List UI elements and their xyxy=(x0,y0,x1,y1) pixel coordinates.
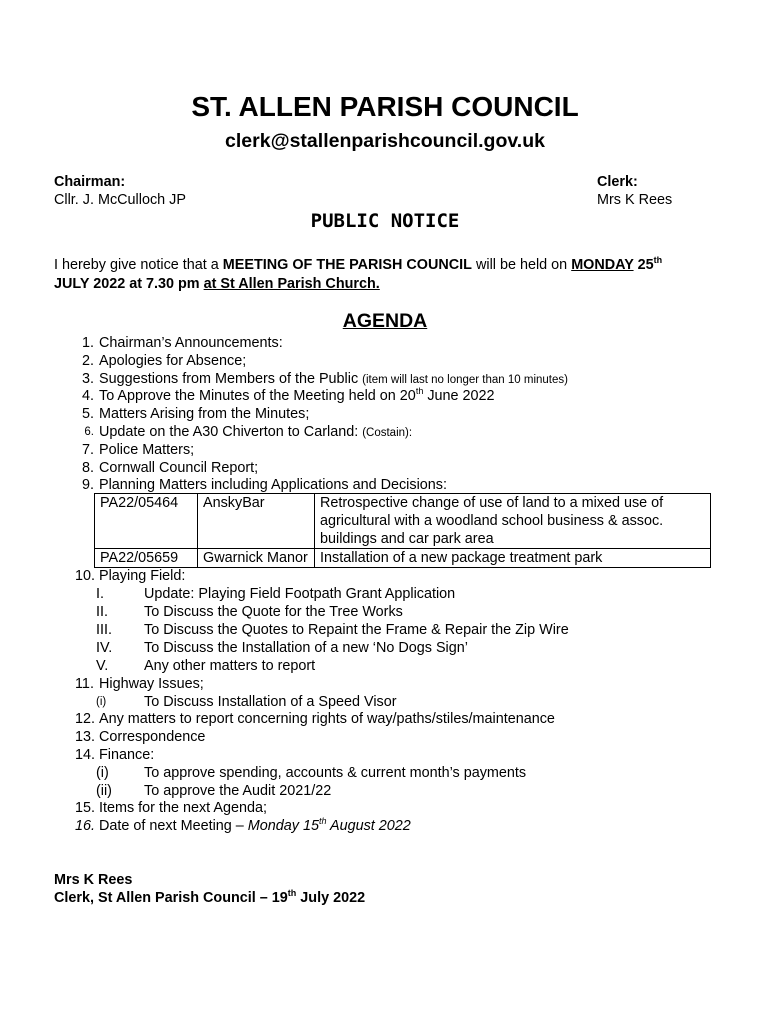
item-number: 15. xyxy=(75,800,96,816)
agenda-item: Finance: xyxy=(99,747,155,763)
agenda-item: Playing Field: xyxy=(99,568,186,584)
roman-numeral: (i) xyxy=(96,696,107,708)
roman-numeral: V. xyxy=(96,658,109,674)
roman-numeral: (ii) xyxy=(96,783,112,799)
item-number: 14. xyxy=(75,747,96,763)
planning-site: AnskyBar xyxy=(198,494,315,549)
planning-table xyxy=(94,493,711,568)
agenda-item: Correspondence xyxy=(99,729,206,745)
signatory-role xyxy=(54,890,365,906)
next-meeting-date xyxy=(248,818,411,834)
notice-held-on: will be held on xyxy=(471,257,572,273)
roman-numeral: (i) xyxy=(96,765,109,781)
agenda-item: Any matters to report concerning rights of way/paths/stiles/maintenance xyxy=(99,711,555,727)
sub-item: To Discuss the Quote for the Tree Works xyxy=(144,604,403,620)
sub-item: To Discuss the Quotes to Repaint the Frame & Repair the Zip Wire xyxy=(144,622,569,638)
sub-item: To Discuss the Installation of a new ‘No Dogs Sign’ xyxy=(144,640,468,656)
signatory-name: Mrs K Rees xyxy=(54,872,133,888)
council-email[interactable]: clerk@stallenparishcouncil.gov.uk xyxy=(225,130,545,152)
next-meeting-day: Monday 15 xyxy=(247,818,319,834)
item-number: 9. xyxy=(81,477,94,493)
item-number: 5. xyxy=(81,406,94,422)
agenda-item-text: Update on the A30 Chiverton to Carland: xyxy=(99,424,363,440)
item-number: 6. xyxy=(84,426,94,438)
sub-item: Any other matters to report xyxy=(144,658,316,674)
item-number: 11. xyxy=(75,676,94,692)
agenda-item: Chairman’s Announcements: xyxy=(99,335,283,351)
notice-intro: I hereby give notice that a xyxy=(54,257,223,273)
planning-ref: PA22/05464 xyxy=(95,494,198,549)
agenda-item-text: Suggestions from Members of the Public xyxy=(99,371,363,387)
clerk-label: Clerk: xyxy=(597,174,638,190)
notice-date-sup: th xyxy=(653,255,663,265)
notice-line-1 xyxy=(54,257,662,273)
agenda-item-after: June 2022 xyxy=(423,388,495,404)
agenda-item: Items for the next Agenda; xyxy=(99,800,267,816)
roman-numeral: I. xyxy=(96,586,104,602)
sub-item: To approve the Audit 2021/22 xyxy=(144,783,332,799)
signatory-date: July 2022 xyxy=(296,890,366,906)
planning-ref: PA22/05659 xyxy=(95,549,198,568)
notice-date-num: 25 xyxy=(637,257,654,273)
agenda-item xyxy=(99,424,412,440)
agenda-item: Cornwall Council Report; xyxy=(99,460,259,476)
agenda-item-sup: th xyxy=(415,386,424,396)
public-notice-heading: PUBLIC NOTICE xyxy=(310,210,460,232)
agenda-item: Matters Arising from the Minutes; xyxy=(99,406,310,422)
table-row xyxy=(95,549,711,568)
roman-numeral: III. xyxy=(96,622,112,638)
item-number: 3. xyxy=(81,371,94,387)
chairman-label: Chairman: xyxy=(54,174,126,190)
table-row xyxy=(95,494,711,549)
item-number: 8. xyxy=(81,460,94,476)
agenda-item-text: Date of next Meeting – xyxy=(99,818,248,834)
item-number: 1. xyxy=(81,335,94,351)
item-number: 7. xyxy=(81,442,94,458)
notice-line-2 xyxy=(54,276,380,292)
planning-desc: Installation of a new package treatment park xyxy=(315,549,711,568)
agenda-item-note: (item will last no longer than 10 minutes) xyxy=(362,374,568,386)
notice-day: MONDAY xyxy=(571,257,634,273)
roman-numeral: IV. xyxy=(96,640,113,656)
agenda-item: Highway Issues; xyxy=(99,676,204,692)
item-number: 2. xyxy=(81,353,94,369)
notice-month-time: JULY 2022 at 7.30 pm xyxy=(54,276,204,292)
next-meeting-sup: th xyxy=(319,816,327,826)
agenda-heading: AGENDA xyxy=(342,310,428,332)
item-number: 12. xyxy=(75,711,96,727)
agenda-item: Police Matters; xyxy=(99,442,195,458)
signatory-role-text: Clerk, St Allen Parish Council – 19 xyxy=(54,890,288,906)
next-meeting-after: August 2022 xyxy=(326,818,411,834)
planning-desc: Retrospective change of use of land to a mixed use of agricultural with a woodland school business & assoc. buildings and car park area xyxy=(315,494,711,549)
item-number: 13. xyxy=(75,729,96,745)
agenda-item-text: To Approve the Minutes of the Meeting held on 20 xyxy=(99,388,416,404)
planning-site: Gwarnick Manor xyxy=(198,549,315,568)
sub-item: To approve spending, accounts & current month’s payments xyxy=(144,765,527,781)
sub-item: Update: Playing Field Footpath Grant Application xyxy=(144,586,456,602)
item-number: 16. xyxy=(75,818,96,834)
item-number: 10. xyxy=(75,568,96,584)
clerk-name: Mrs K Rees xyxy=(597,192,673,208)
notice-venue: at St Allen Parish Church. xyxy=(203,276,380,292)
agenda-item: Planning Matters including Applications and Decisions: xyxy=(99,477,447,493)
agenda-item: Apologies for Absence; xyxy=(99,353,247,369)
sub-item: To Discuss Installation of a Speed Visor xyxy=(144,694,397,710)
item-number: 4. xyxy=(81,388,94,404)
roman-numeral: II. xyxy=(96,604,108,620)
agenda-item xyxy=(99,371,568,387)
agenda-item xyxy=(99,388,495,404)
council-title: ST. ALLEN PARISH COUNCIL xyxy=(191,91,579,122)
signatory-sup: th xyxy=(287,888,297,898)
agenda-item xyxy=(99,818,411,834)
chairman-name: Cllr. J. McCulloch JP xyxy=(54,192,186,208)
notice-date xyxy=(634,257,663,273)
notice-meeting: MEETING OF THE PARISH COUNCIL xyxy=(222,257,472,273)
agenda-item-note: (Costain): xyxy=(362,427,413,439)
